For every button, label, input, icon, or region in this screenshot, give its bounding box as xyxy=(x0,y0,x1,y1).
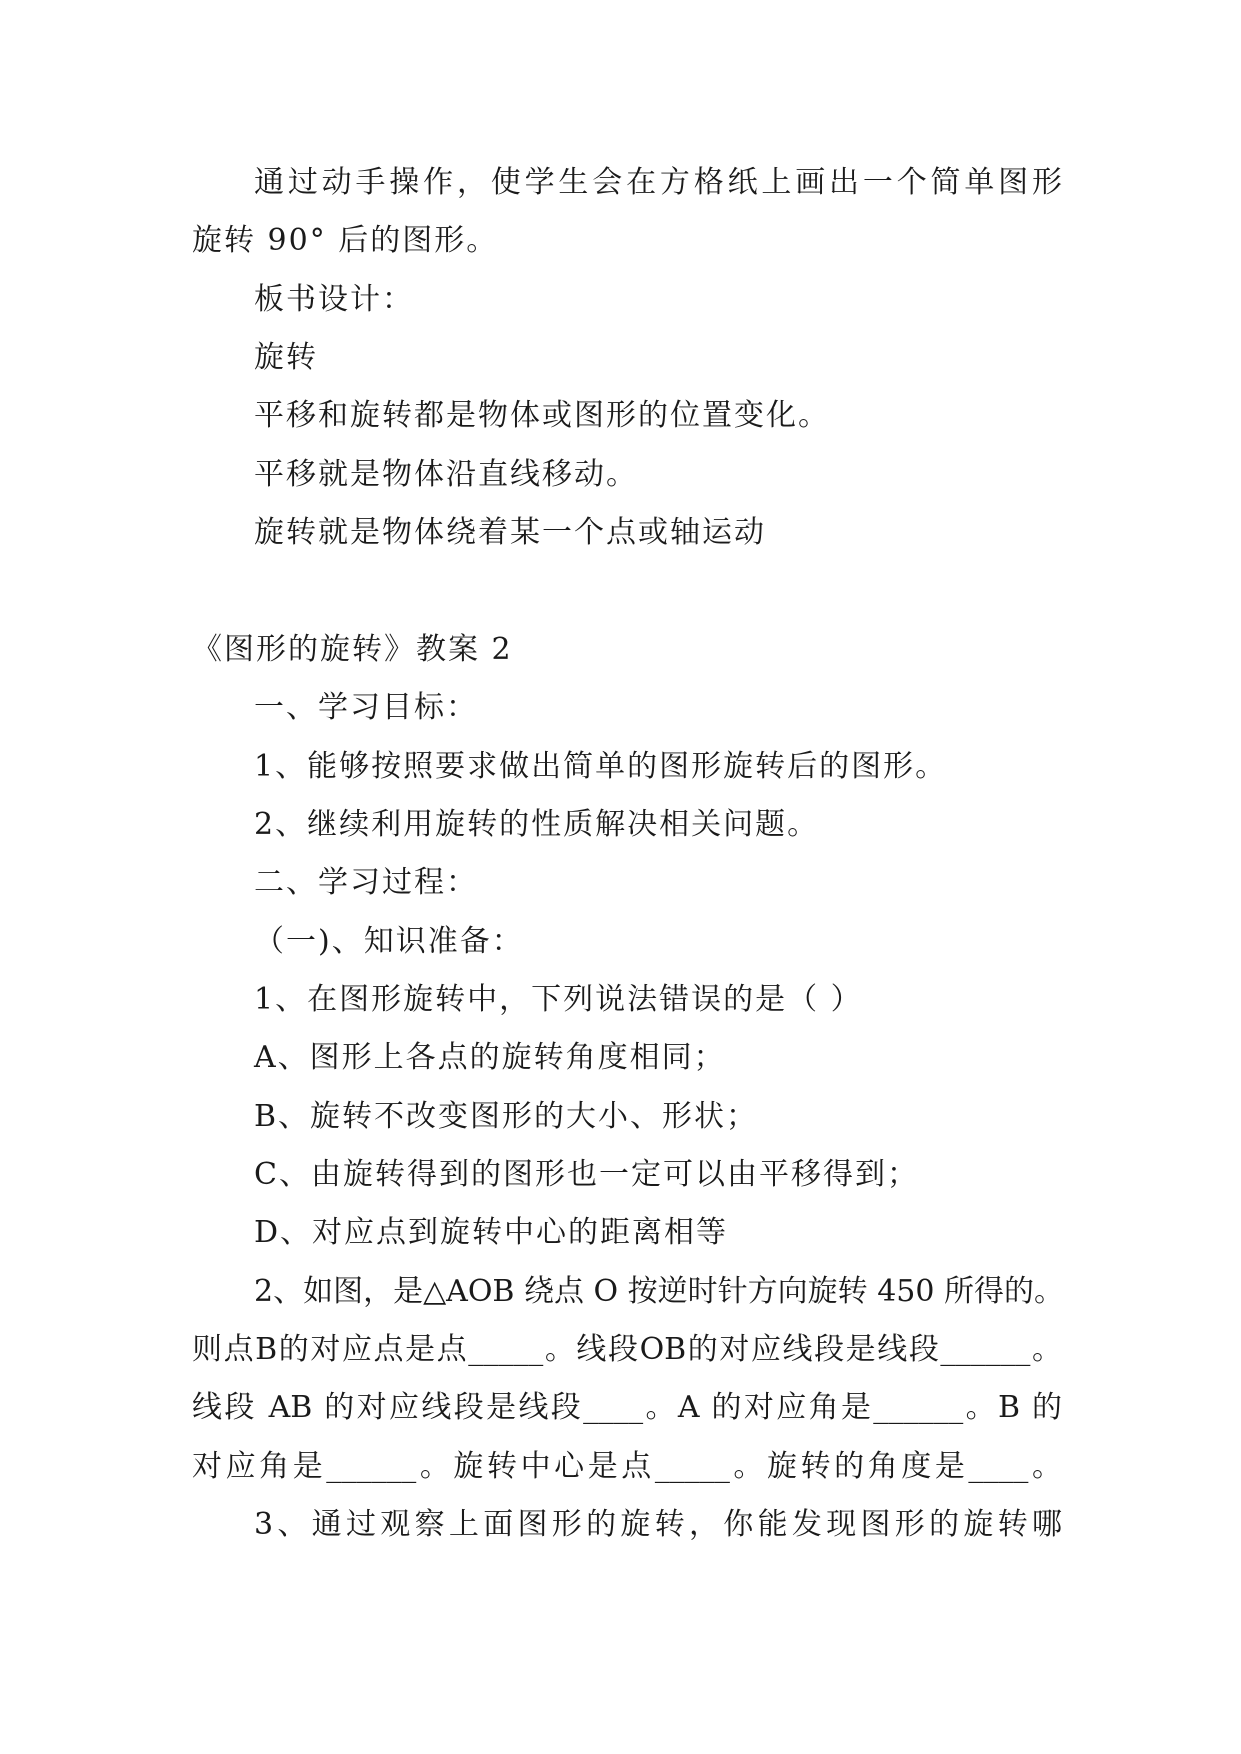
paragraph-line: 1、在图形旋转中，下列说法错误的是（ ） xyxy=(254,982,863,1017)
paragraph-line: 平移和旋转都是物体或图形的位置变化。 xyxy=(254,398,830,433)
paragraph-line: 线段 AB 的对应线段是线段____。A 的对应角是______。B 的 xyxy=(192,1390,1062,1425)
paragraph-line: 则点B的对应点是点_____。线段OB的对应线段是线段______。 xyxy=(192,1332,1062,1367)
paragraph-line: 对应角是______。旋转中心是点_____。旋转的角度是____。 xyxy=(192,1449,1062,1484)
paragraph-line: D、对应点到旋转中心的距离相等 xyxy=(254,1215,729,1250)
paragraph-line: 板书设计： xyxy=(254,282,414,317)
paragraph-line: A、图形上各点的旋转角度相同； xyxy=(254,1040,726,1075)
paragraph-line: C、由旋转得到的图形也一定可以由平移得到； xyxy=(254,1157,919,1192)
paragraph-line: 3、通过观察上面图形的旋转，你能发现图形的旋转哪 xyxy=(254,1507,1062,1542)
paragraph-line: 旋转 xyxy=(254,340,318,375)
paragraph-line: 2、如图，是△AOB 绕点 O 按逆时针方向旋转 450 所得的。 xyxy=(254,1274,1064,1309)
paragraph-line: （一)、知识准备： xyxy=(254,924,524,959)
paragraph-line: 平移就是物体沿直线移动。 xyxy=(254,457,638,492)
paragraph-line: 1、能够按照要求做出简单的图形旋转后的图形。 xyxy=(254,749,948,784)
paragraph-line: 2、继续利用旋转的性质解决相关问题。 xyxy=(254,807,820,842)
paragraph-line: 一、学习目标： xyxy=(254,690,478,725)
paragraph-line: 二、学习过程： xyxy=(254,865,478,900)
paragraph-line: B、旋转不改变图形的大小、形状； xyxy=(254,1099,759,1134)
section-title: 《图形的旋转》教案 2 xyxy=(192,632,513,667)
paragraph-line: 通过动手操作，使学生会在方格纸上画出一个简单图形 xyxy=(254,165,1062,200)
paragraph-line: 旋转 90° 后的图形。 xyxy=(192,223,499,258)
paragraph-line: 旋转就是物体绕着某一个点或轴运动 xyxy=(254,515,766,550)
